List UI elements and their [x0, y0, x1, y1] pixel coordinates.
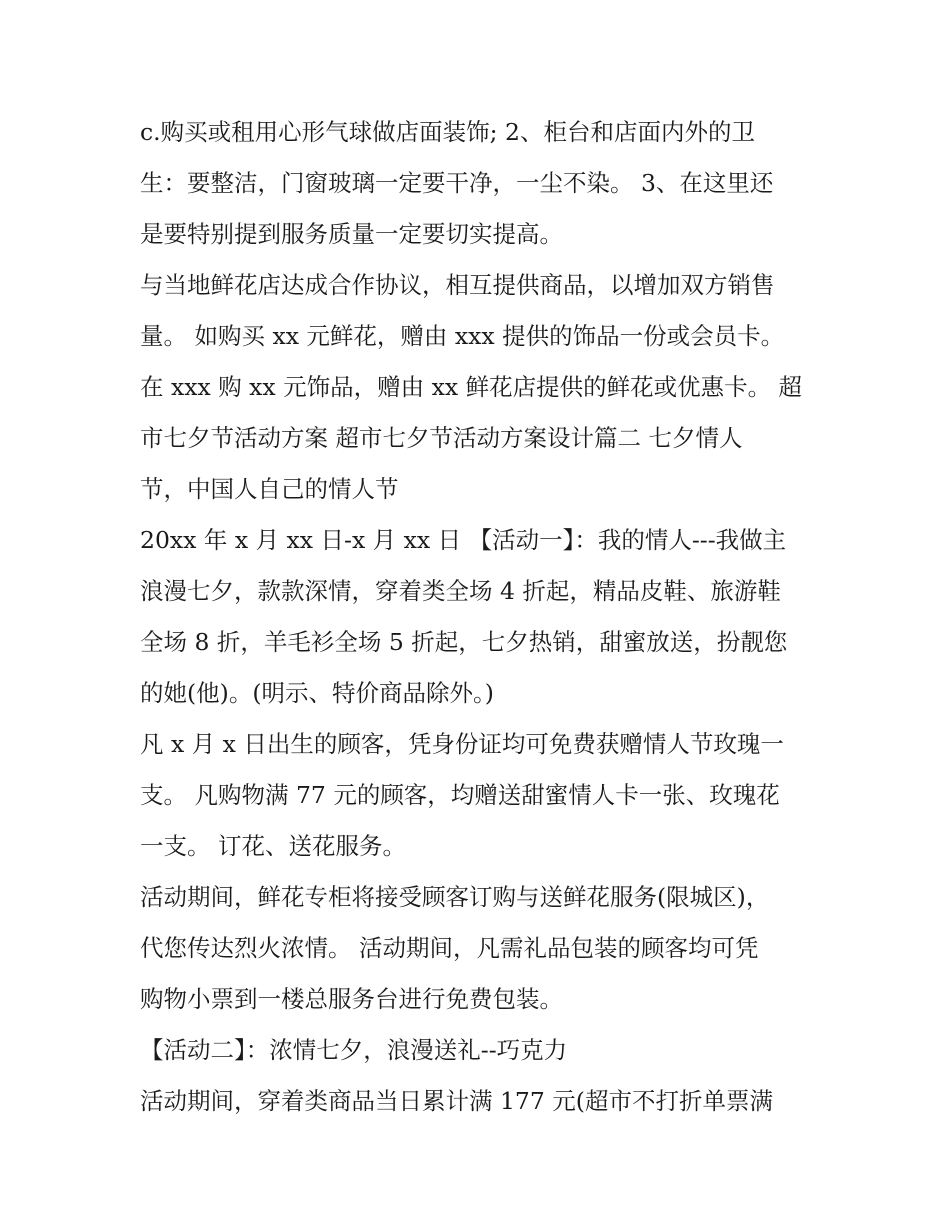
text-line: 与当地鲜花店达成合作协议，相互提供商品，以增加双方销售 — [140, 271, 775, 299]
text-line: 的她(他)。(明示、特价商品除外。) — [140, 679, 494, 707]
text-line: 节，中国人自己的情人节 — [140, 475, 399, 503]
text-line: 活动期间，穿着类商品当日累计满 177 元(超市不打折单票满 — [140, 1087, 773, 1115]
text-line: 是要特别提到服务质量一定要切实提高。 — [140, 220, 563, 248]
text-line: 【活动二】：浓情七夕，浪漫送礼--巧克力 — [140, 1036, 568, 1064]
text-line: 全场 8 折，羊毛衫全场 5 折起，七夕热销，甜蜜放送，扮靓您 — [140, 628, 788, 656]
text-line: 浪漫七夕，款款深情，穿着类全场 4 折起，精品皮鞋、旅游鞋 — [140, 577, 781, 605]
text-line: 购物小票到一楼总服务台进行免费包装。 — [140, 985, 563, 1013]
text-line: 生：要整洁，门窗玻璃一定要干净，一尘不染。 3、在这里还 — [140, 169, 774, 197]
text-line: 量。 如购买 xx 元鲜花，赠由 xxx 提供的饰品一份或会员卡。 — [140, 322, 785, 350]
text-line: 支。 凡购物满 77 元的顾客，均赠送甜蜜情人卡一张、玫瑰花 — [140, 781, 780, 809]
text-line: 代您传达烈火浓情。 活动期间，凡需礼品包装的顾客均可凭 — [140, 934, 759, 962]
text-line: 一支。 订花、送花服务。 — [140, 832, 406, 860]
text-line: c.购买或租用心形气球做店面装饰; 2、柜台和店面内外的卫 — [140, 118, 755, 146]
text-line: 凡 x 月 x 日出生的顾客，凭身份证均可免费获赠情人节玫瑰一 — [140, 730, 784, 758]
text-line: 市七夕节活动方案 超市七夕节活动方案设计篇二 七夕情人 — [140, 424, 743, 452]
text-line: 在 xxx 购 xx 元饰品，赠由 xx 鲜花店提供的鲜花或优惠卡。 超 — [140, 373, 803, 401]
text-line: 活动期间，鲜花专柜将接受顾客订购与送鲜花服务(限城区)， — [140, 883, 770, 911]
text-line: 20xx 年 x 月 xx 日-x 月 xx 日 【活动一】：我的情人---我做主 — [140, 526, 787, 554]
document-body — [140, 107, 820, 1127]
